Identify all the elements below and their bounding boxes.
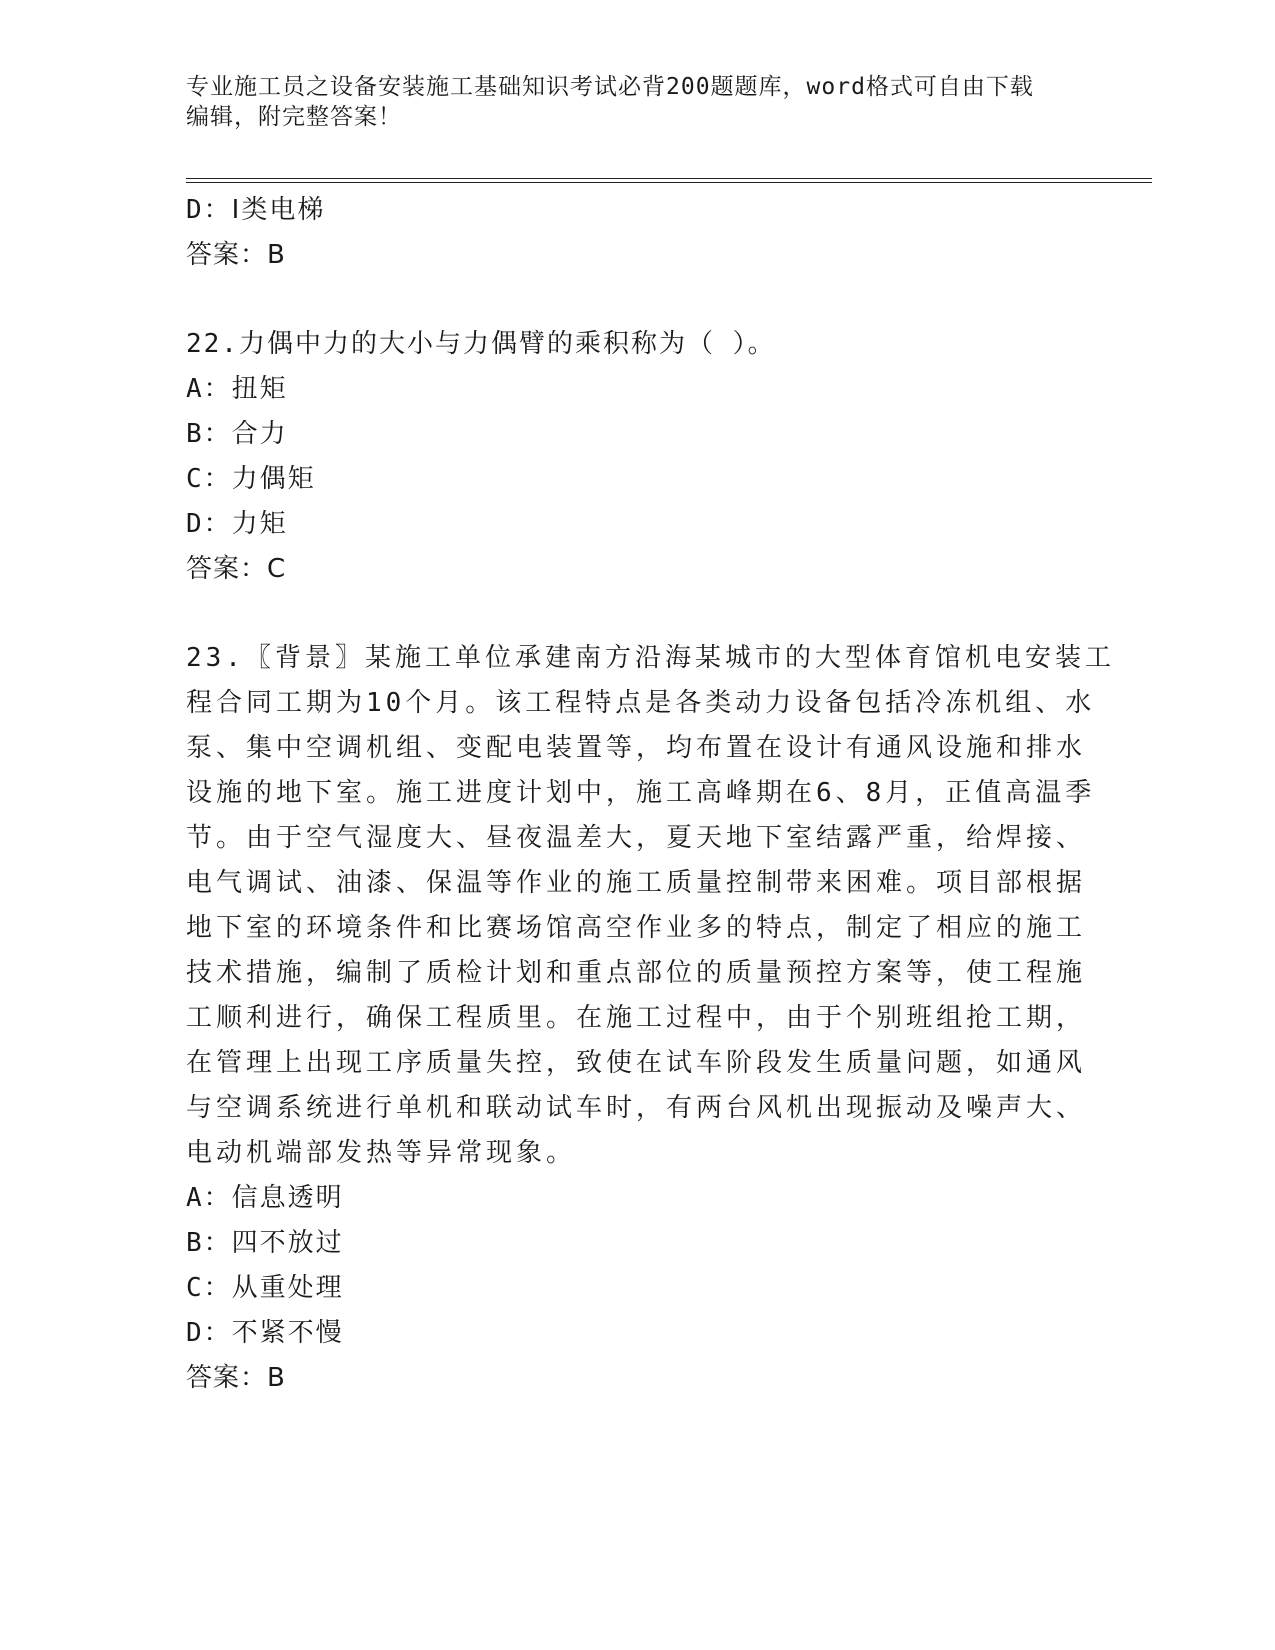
header-title-line-2: 编辑，附完整答案！ xyxy=(186,104,402,130)
q22-option-c: C：力偶矩 xyxy=(186,464,316,494)
q23-stem-line: 地下室的环境条件和比赛场馆高空作业多的特点，制定了相应的施工 xyxy=(186,913,1087,943)
q22-option-b: B：合力 xyxy=(186,419,288,449)
q23-option-c: C：从重处理 xyxy=(186,1273,344,1303)
q22-stem: 22.力偶中力的大小与力偶臂的乘积称为（ ）。 xyxy=(186,329,776,359)
q21-answer: 答案：B xyxy=(186,240,286,270)
q23-stem-line: 设施的地下室。施工进度计划中，施工高峰期在6、8月，正值高温季 xyxy=(186,778,1096,808)
q22-option-a: A：扭矩 xyxy=(186,374,288,404)
q23-option-d: D：不紧不慢 xyxy=(186,1318,344,1348)
q23-stem-line: 技术措施，编制了质检计划和重点部位的质量预控方案等，使工程施 xyxy=(186,958,1087,988)
q23-stem-line: 电气调试、油漆、保温等作业的施工质量控制带来困难。项目部根据 xyxy=(186,868,1087,898)
document-header xyxy=(186,72,1066,132)
q23-stem-line: 在管理上出现工序质量失控，致使在试车阶段发生质量问题，如通风 xyxy=(186,1048,1087,1078)
q23-stem-line: 程合同工期为10个月。该工程特点是各类动力设备包括冷冻机组、水 xyxy=(186,688,1096,718)
q23-stem-line: 泵、集中空调机组、变配电装置等，均布置在设计有通风设施和排水 xyxy=(186,733,1087,763)
header-divider-top xyxy=(186,178,1152,179)
header-title-line-1: 专业施工员之设备安装施工基础知识考试必背200题题库，word格式可自由下载 xyxy=(186,74,1034,100)
q23-stem-line: 与空调系统进行单机和联动试车时，有两台风机出现振动及噪声大、 xyxy=(186,1093,1087,1123)
q23-stem-line: 工顺利进行，确保工程质里。在施工过程中，由于个别班组抢工期， xyxy=(186,1003,1087,1033)
spacer xyxy=(186,278,1076,322)
header-divider-bottom xyxy=(186,182,1152,183)
question-content xyxy=(186,188,1115,1401)
q22-option-d: D：力矩 xyxy=(186,509,288,539)
q23-option-b: B：四不放过 xyxy=(186,1228,344,1258)
q23-option-a: A：信息透明 xyxy=(186,1183,344,1213)
q23-stem-line: 节。由于空气湿度大、昼夜温差大，夏天地下室结露严重，给焊接、 xyxy=(186,823,1087,853)
spacer xyxy=(186,592,1076,636)
q23-stem-line: 23.〖背景〗某施工单位承建南方沿海某城市的大型体育馆机电安装工 xyxy=(186,643,1115,673)
q23-stem-line: 电动机端部发热等异常现象。 xyxy=(186,1138,577,1168)
q21-option-d: D：Ⅰ类电梯 xyxy=(186,195,326,225)
q23-answer: 答案：B xyxy=(186,1363,286,1393)
q22-answer: 答案：C xyxy=(186,554,287,584)
